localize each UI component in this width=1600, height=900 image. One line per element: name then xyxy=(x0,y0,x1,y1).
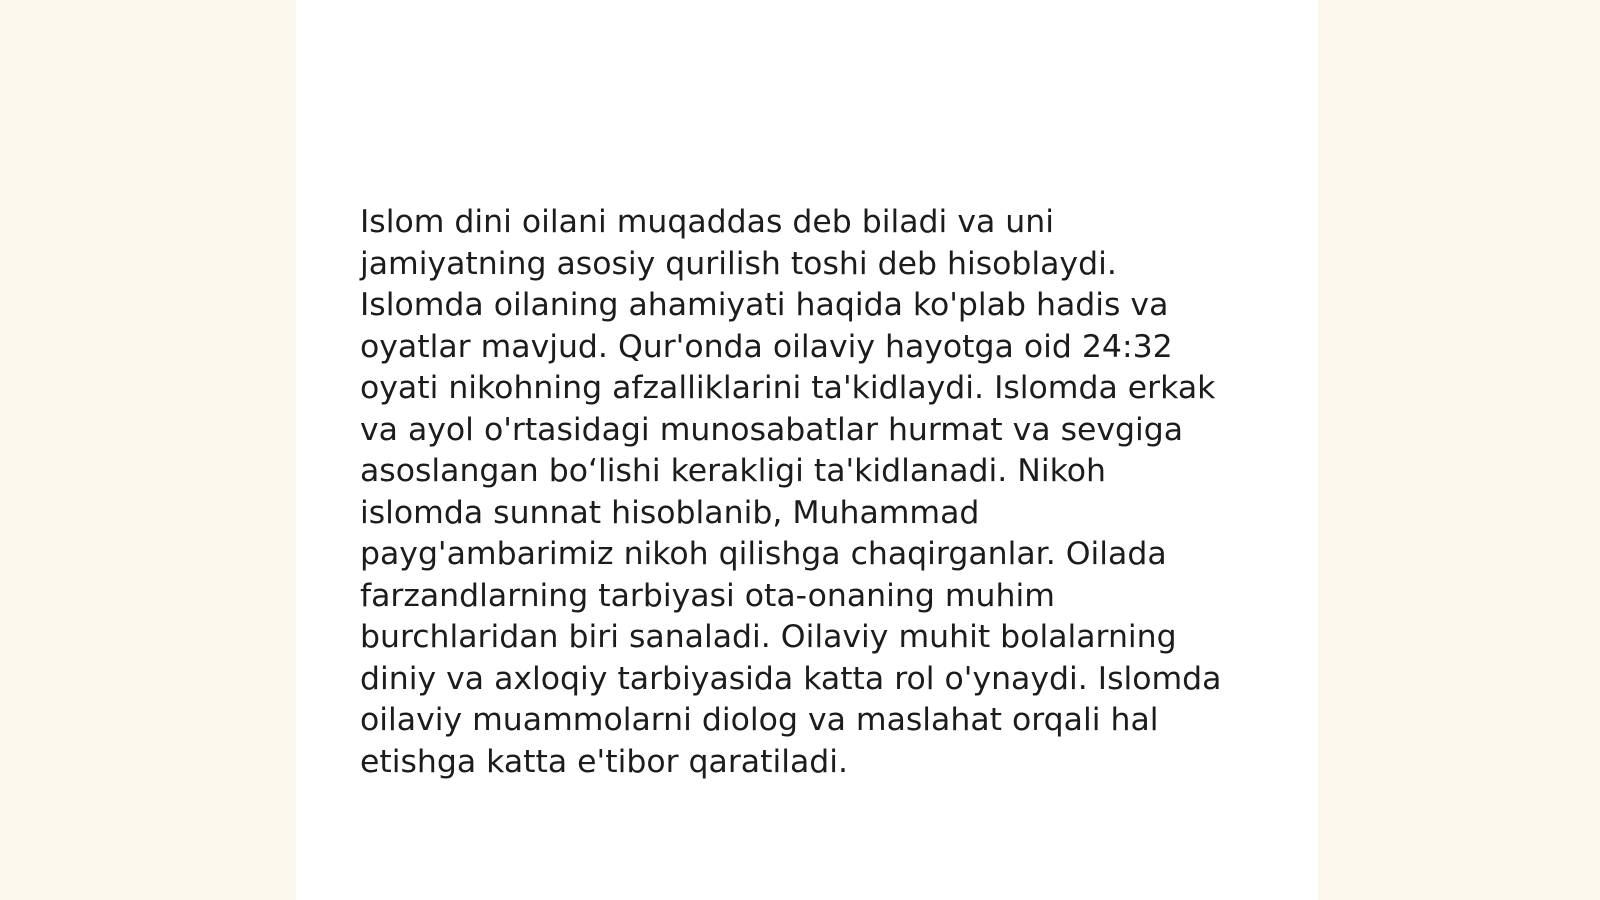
text-line: etishga katta e'tibor qaratiladi. xyxy=(360,743,849,780)
text-line: burchlaridan biri sanaladi. Oilaviy muhit bolalarning xyxy=(360,619,1177,655)
text-line: farzandlarning tarbiyasi ota-onaning muhim xyxy=(360,577,1055,614)
body-paragraph xyxy=(360,202,1260,783)
text-line: islomda sunnat hisoblanib, Muhammad xyxy=(360,494,980,531)
text-line: Islomda oilaning ahamiyati haqida ko'plab hadis va xyxy=(360,287,1169,323)
text-line: Islom dini oilani muqaddas deb biladi va uni xyxy=(360,204,1054,240)
slide-page xyxy=(296,0,1318,900)
text-line: jamiyatning asosiy qurilish toshi deb hisoblaydi. xyxy=(360,245,1117,282)
text-line: oyati nikohning afzalliklarini ta'kidlaydi. Islomda erkak xyxy=(360,370,1216,406)
text-line: oilaviy muammolarni diolog va maslahat orqali hal xyxy=(360,702,1159,738)
text-line: payg'ambarimiz nikoh qilishga chaqirganlar. Oilada xyxy=(360,536,1167,572)
text-line: diniy va axloqiy tarbiyasida katta rol o'ynaydi. Islomda xyxy=(360,660,1222,697)
text-line: asoslangan bo‘lishi kerakligi ta'kidlanadi. Nikoh xyxy=(360,453,1106,489)
text-line: va ayol o'rtasidagi munosabatlar hurmat va sevgiga xyxy=(360,411,1184,448)
text-line: oyatlar mavjud. Qur'onda oilaviy hayotga oid 24:32 xyxy=(360,328,1173,365)
